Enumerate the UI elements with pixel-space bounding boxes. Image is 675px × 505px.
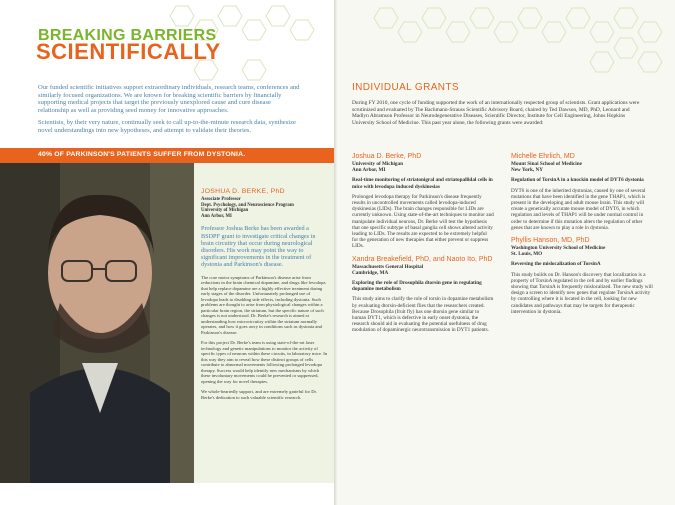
bio-name: JOSHUA D. BERKE, PhD (201, 188, 285, 195)
grant-name: Joshua D. Berke, PhD (352, 153, 422, 160)
portrait-illustration (0, 163, 194, 483)
bio-panel (194, 163, 334, 483)
grant-name: Xandra Breakefield, PhD, and Naoto Ito, PhD (352, 255, 493, 263)
bio-lead-paragraph: Professor Joshua Berke has been awarded a BSDPF grant to investigate critical changes in brain circuitry that occur during neurological disorders. His work may point the way to significant improvements in the treatment of dystonia and Parkinson's disease. (201, 225, 316, 269)
grant-institution: Mount Sinai School of Medicine (511, 161, 582, 167)
grant-institution: University of Michigan (352, 161, 404, 167)
statistic-banner (0, 148, 334, 163)
header-kicker: BREAKING BARRIERS (38, 27, 217, 44)
bio-title: Associate Professor (201, 197, 241, 202)
portrait-photo (0, 163, 194, 483)
grant-location: Cambridge, MA (352, 269, 389, 276)
bio-department: Dept. Psychology, and Neuroscience Program (201, 202, 294, 208)
intro-paragraph-1: Our funded scientific initiatives support extraordinary individuals, research teams, conferences and similarly focused organizations. We are known for breaking scientific barriers by financially supporting medical projects that target the previously unexplored cause and cure disease relationship as well as providing seed money for innovative approaches. (38, 84, 300, 114)
banner-text: 40% OF PARKINSON'S PATIENTS SUFFER FROM DYSTONIA. (38, 151, 246, 158)
grant-location: St. Louis, MO (511, 251, 543, 258)
page-gutter (334, 0, 337, 505)
grant-item (352, 256, 494, 334)
page-title: SCIENTIFICALLY (36, 39, 221, 64)
grants-heading: INDIVIDUAL GRANTS (352, 82, 460, 93)
bio-paragraph-2: For this project Dr. Berke's team is using state-of-the-art laser technology and genetic manipulations to monitor the activity of specific types of neurons within these circuits, in laboratory mice. In this way they aim to reveal how these distinct groups of cells contribute to abnormal movements following prolonged levodopa therapy. Success would help identify new mechanisms by which these involuntary movements could be prevented or suppressed, opening the way for novel therapies. (201, 340, 328, 384)
bio-paragraph-3: We whole-heartedly support, and are extremely grateful for Dr. Berke's dedication to such valuable scientific research. (201, 389, 317, 400)
grant-name: Michelle Ehrlich, MD (511, 153, 575, 160)
grant-institution: Washington University School of Medicine (511, 245, 606, 252)
bio-paragraph-1: The core motor symptoms of Parkinson's disease arise from reductions in the brain chemical dopamine, and drugs like levodopa that help replace dopamine are a highly effective treatment during early stages of the disorder. Unfortunately prolonged use of levodopa leads to disabling side effects, including dystonia. Such problems are thought to arise from physiological changes within a particular brain region, the striatum, but the specific nature of such changes is not understood. Dr. Berke's research is aimed at understanding how microcircuitry within the striatum normally operates, and how it goes awry in conditions such as dystonia and Parkinson's disease. (201, 274, 326, 335)
bio-university: University of Michigan (201, 208, 249, 214)
bio-content (201, 188, 328, 405)
bottom-margin (0, 483, 334, 505)
grants-intro: During FY 2010, one cycle of funding supported the work of an internationally respected group of scientists. Grant applications were scrutinized and evaluated by The Bachmann-Strauss Scientific Advisory Board, chaired by Ted Dawson, MD, PhD, Leonard and Madlyn Abramson Professor in Neurodegenerative Diseases, Scientific Director, Institute for Cell Engineering, Johns Hopkins University School of Medicine. This past year alone, the following grants were awarded: (352, 100, 640, 127)
grant-project: Regulation of TorsinA in a knockin model of DYT6 dystonia (511, 177, 644, 184)
grant-description: Prolonged levodopa therapy for Parkinson's disease frequently results in uncontrolled movements called levodopa-induced dyskinesias (LIDs). The brain changes responsible for LIDs are currently unknown. Using state-of-the-art techniques to monitor and manipulate individual neurons, Dr. Berke will test the hypothesis that one specific subtype of basal ganglia cell shows altered activity leading to LIDs. The results are expected to be extremely helpful for the generation of new therapies that either prevent or suppress LIDs. (352, 193, 494, 250)
grant-item (352, 153, 494, 250)
grant-description: This study aims to clarify the role of torsin in dopamine metabolism by evaluating dtorsin-deficient flies that the researchers created. Because Drosophila (fruit fly) has one dtorsin gene similar to human DYT1, which is defective in early onset dystonia, the research should aid in evaluating the potential usefulness of drug modulation of dopaminergic neurotransmission in DYT1 patients. (352, 296, 494, 334)
grant-institution: Massachusetts General Hospital (352, 263, 424, 270)
grant-project: Real-time monitoring of striatonigral and striatopallidal cells in mice with levodopa induced dyskinesias (352, 177, 493, 190)
bio-location: Ann Arbor, MI (201, 213, 232, 219)
grant-description: DYT6 is one of the inherited dystonias, caused by one of several mutations that have been identified in the gene THAP1, which is present in the developing and adult mouse brain. This study will create a genetically accurate mouse model of DYT6, in which regulation and levels of THAP1 will be under normal control in order to determine if this mutation alters the regulation of other genes that are known to play a role in dystonia. (511, 187, 646, 231)
grant-name: Phyllis Hanson, MD, PhD (511, 237, 590, 245)
bio-body (201, 275, 328, 401)
intro-paragraph-2: Scientists, by their very nature, continually seek to call up-to-the-minute research data, synthesize novel understandings into new hypotheses, and attempt to validate their theories. (38, 119, 296, 134)
intro-text (38, 84, 300, 140)
grant-item (511, 153, 654, 231)
grant-location: New York, NY (511, 167, 543, 174)
grant-project: Exploring the role of Drosophila dtorsin gene in regulating dopamine metabolism (352, 280, 482, 293)
grants-column-right (511, 153, 654, 321)
grant-description: This study builds on Dr. Hanson's discovery that localization is a property of TorsinA regulated in the cell and by earlier findings showing that TorsinA is frequently mislocalized. The new study will design a screen to identify new genes that regulate TorsinA activity by controlling where it is located in the cell, looking for new candidates and pathways that may be targets for therapeutic intervention in dystonia. (511, 271, 653, 315)
grant-location: Ann Arbor, MI (352, 167, 386, 174)
grants-column-left (352, 153, 494, 340)
grant-item (511, 237, 654, 315)
grant-project: Reversing the mislocalization of TorsinA (511, 261, 601, 268)
